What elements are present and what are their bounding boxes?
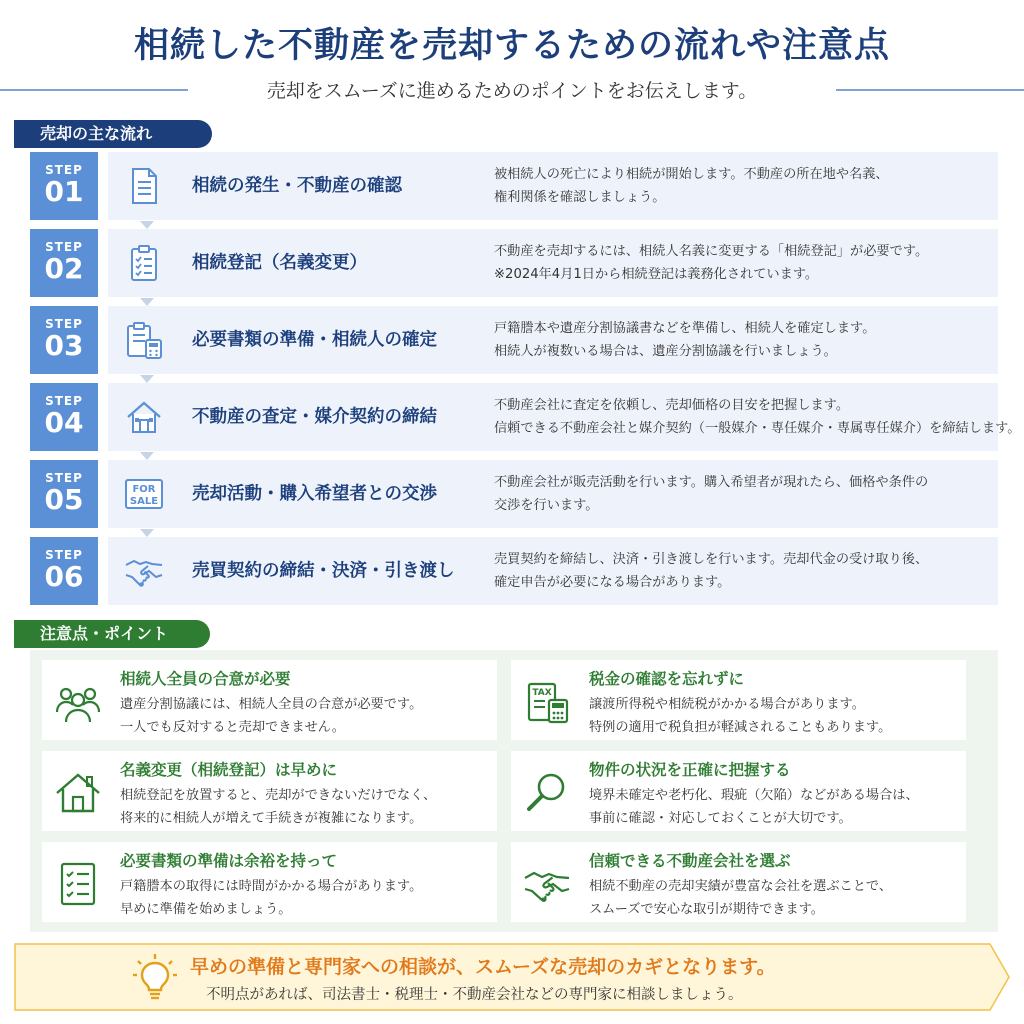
step-label: STEP: [45, 548, 83, 562]
tax-calculator-icon: [523, 678, 571, 726]
note-description: [120, 784, 436, 830]
step-description: [494, 471, 928, 517]
section-label-notes: 注意点・ポイント: [14, 620, 210, 648]
step-description-line: 不動産を売却するには、相続人名義に変更する「相続登記」が必要です。: [494, 244, 929, 259]
step-title: 必要書類の準備・相続人の確定: [192, 330, 437, 350]
handshake-icon: [523, 860, 571, 908]
step-title: 売却活動・購入希望者との交渉: [192, 484, 437, 504]
step-badge: [30, 383, 98, 451]
note-description-line: 一人でも反対すると売却できません。: [120, 720, 345, 735]
subtitle-row: [0, 74, 1024, 104]
note-description-line: 境界未確定や老朽化、瑕疵（欠陥）などがある場合は、: [589, 788, 919, 803]
page-subtitle: 売却をスムーズに進めるためのポイントをお伝えします。: [266, 80, 758, 102]
note-title: 名義変更（相続登記）は早めに: [120, 761, 338, 779]
step-description-line: 被相続人の死亡により相続が開始します。不動産の所在地や名義、: [494, 167, 889, 182]
step-title: 相続登記（名義変更）: [192, 253, 367, 273]
step-description: [494, 548, 928, 594]
lightbulb-icon: [132, 953, 178, 1003]
magnifier-icon: [523, 769, 571, 817]
note-title: 物件の状況を正確に把握する: [589, 761, 791, 779]
note-card: [511, 751, 966, 831]
note-card: [42, 660, 497, 740]
note-description-line: 譲渡所得税や相続税がかかる場合があります。: [589, 697, 865, 712]
handshake-icon: [124, 551, 164, 591]
note-description: [589, 693, 891, 739]
step-description-line: 信頼できる不動産会社と媒介契約（一般媒介・専任媒介・専属専任媒介）を締結します。: [494, 421, 1021, 436]
step-title: 相続の発生・不動産の確認: [192, 176, 402, 196]
note-title: 必要書類の準備は余裕を持って: [120, 852, 338, 870]
step-item: [30, 383, 1021, 451]
note-description-line: スムーズで安心な取引が期待できます。: [589, 902, 824, 917]
document-icon: [124, 166, 164, 206]
note-description-line: 遺産分割協議には、相続人全員の合意が必要です。: [120, 697, 423, 712]
step-number: 01: [44, 175, 84, 208]
step-description: [494, 163, 889, 209]
note-description: [120, 693, 422, 739]
divider-right: [836, 89, 1024, 91]
step-description-line: 売買契約を締結し、決済・引き渡しを行います。売却代金の受け取り後、: [494, 552, 929, 567]
step-description: [494, 394, 1020, 440]
step-label: STEP: [45, 471, 83, 485]
note-card: [42, 751, 497, 831]
note-description: [589, 875, 892, 921]
checklist-clipboard-icon: [124, 243, 164, 283]
note-title: 信頼できる不動産会社を選ぶ: [589, 852, 791, 870]
step-number: 02: [44, 252, 84, 285]
tax-label-text: TAX: [532, 688, 552, 698]
note-description-line: 事前に確認・対応しておくことが大切です。: [589, 811, 852, 826]
step-description-line: 確定申告が必要になる場合があります。: [494, 575, 731, 590]
step-description-line: 交渉を行います。: [494, 498, 599, 513]
step-list: [30, 152, 1021, 614]
people-group-icon: [54, 678, 102, 726]
step-badge: [30, 537, 98, 605]
step-item: [30, 152, 998, 220]
step-label: STEP: [45, 394, 83, 408]
step-description-line: 権利関係を確認しましょう。: [494, 190, 666, 205]
step-connector-arrow: [140, 298, 154, 306]
step-description-line: 戸籍謄本や遺産分割協議書などを準備し、相続人を確定します。: [494, 321, 876, 336]
callout-subtext: 不明点があれば、司法書士・税理士・不動産会社などの専門家に相談しましょう。: [206, 987, 743, 1003]
step-connector-arrow: [140, 375, 154, 383]
step-number: 05: [44, 483, 84, 516]
step-label: STEP: [45, 163, 83, 177]
step-item: [30, 306, 998, 374]
step-description-line: 相続人が複数いる場合は、遺産分割協議を行いましょう。: [494, 344, 837, 359]
step-card: [108, 306, 998, 374]
note-description-line: 相続不動産の売却実績が豊富な会社を選ぶことで、: [589, 879, 893, 894]
step-description-line: 不動産会社が販売活動を行います。購入希望者が現れたら、価格や条件の: [494, 475, 929, 490]
page-title: 相続した不動産を売却するための流れや注意点: [133, 26, 890, 66]
step-card: [108, 537, 998, 605]
for-sale-sign-text: FOR: [132, 484, 156, 495]
step-item: [30, 537, 998, 605]
note-title: 相続人全員の合意が必要: [120, 670, 291, 688]
checklist-icon: [54, 860, 102, 908]
callout-headline: 早めの準備と専門家への相談が、スムーズな売却のカギとなります。: [190, 956, 776, 978]
note-card: [511, 660, 966, 740]
step-title: 不動産の査定・媒介契約の締結: [192, 407, 437, 427]
step-number: 03: [44, 329, 84, 362]
step-card: [108, 383, 1021, 451]
callout-banner: [14, 943, 1010, 1011]
step-description-line: ※2024年4月1日から相続登記は義務化されています。: [494, 267, 819, 282]
step-number: 06: [44, 560, 84, 593]
step-description-line: 不動産会社に査定を依頼し、売却価格の目安を把握します。: [494, 398, 850, 413]
step-card: [108, 460, 998, 528]
for-sale-sign-text: SALE: [129, 496, 159, 507]
step-badge: [30, 229, 98, 297]
house-icon: [124, 397, 164, 437]
clipboard-calculator-icon: [124, 320, 164, 360]
step-card: [108, 152, 998, 220]
house-icon: [54, 769, 102, 817]
note-description: [120, 875, 422, 921]
note-description-line: 戸籍謄本の取得には時間がかかる場合があります。: [120, 879, 423, 894]
step-title: 売買契約の締結・決済・引き渡し: [192, 561, 455, 581]
step-label: STEP: [45, 240, 83, 254]
step-label: STEP: [45, 317, 83, 331]
step-item: [30, 229, 998, 297]
notes-grid: [30, 650, 998, 932]
step-connector-arrow: [140, 452, 154, 460]
for-sale-sign-icon: [124, 474, 164, 514]
step-badge: [30, 152, 98, 220]
note-description-line: 将来的に相続人が増えて手続きが複雑になります。: [120, 811, 423, 826]
step-number: 04: [44, 406, 84, 439]
step-badge: [30, 306, 98, 374]
step-description: [494, 317, 875, 363]
step-item: [30, 460, 998, 528]
step-badge: [30, 460, 98, 528]
note-card: [511, 842, 966, 922]
note-description-line: 相続登記を放置すると、売却ができないだけでなく、: [120, 788, 437, 803]
step-card: [108, 229, 998, 297]
note-card: [42, 842, 497, 922]
step-description: [494, 240, 928, 286]
step-connector-arrow: [140, 529, 154, 537]
note-title: 税金の確認を忘れずに: [589, 670, 745, 688]
step-connector-arrow: [140, 221, 154, 229]
note-description-line: 早めに準備を始めましょう。: [120, 902, 292, 917]
note-description-line: 特例の適用で税負担が軽減されることもあります。: [589, 720, 892, 735]
note-description: [589, 784, 919, 830]
section-label-flow: 売却の主な流れ: [14, 120, 212, 148]
